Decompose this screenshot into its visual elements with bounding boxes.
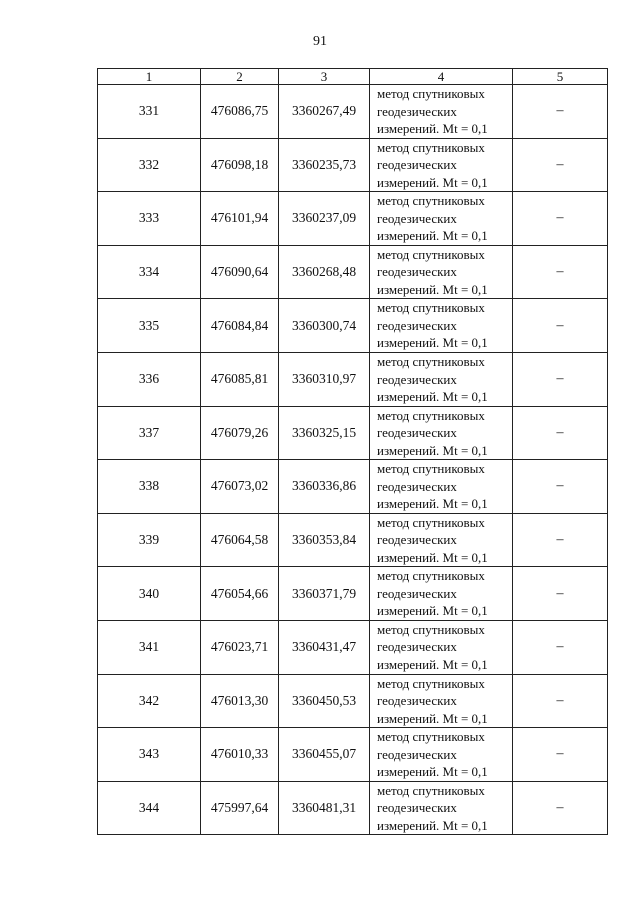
x-coordinate-cell: 476084,84 bbox=[201, 299, 279, 353]
y-coordinate-cell: 3360371,79 bbox=[279, 567, 370, 621]
method-cell bbox=[370, 138, 513, 192]
method-line: измерений. Mt = 0,1 bbox=[377, 442, 488, 458]
method-cell bbox=[370, 728, 513, 782]
method-line: геодезических bbox=[377, 371, 457, 387]
method-cell bbox=[370, 781, 513, 835]
method-line: измерений. Mt = 0,1 bbox=[377, 656, 488, 672]
method-line: измерений. Mt = 0,1 bbox=[377, 603, 488, 619]
method-line: измерений. Mt = 0,1 bbox=[377, 174, 488, 190]
method-cell bbox=[370, 567, 513, 621]
x-coordinate-cell: 476085,81 bbox=[201, 352, 279, 406]
method-line: измерений. Mt = 0,1 bbox=[377, 764, 488, 780]
method-line: геодезических bbox=[377, 585, 457, 601]
method-cell bbox=[370, 85, 513, 139]
point-number-cell: 337 bbox=[98, 406, 201, 460]
method-line: геодезических bbox=[377, 746, 457, 762]
coordinates-table bbox=[97, 68, 608, 835]
table-row bbox=[98, 138, 608, 192]
point-number-cell: 331 bbox=[98, 85, 201, 139]
point-number-cell: 336 bbox=[98, 352, 201, 406]
method-line: геодезических bbox=[377, 478, 457, 494]
method-line: метод спутниковых bbox=[377, 675, 485, 691]
column-header-5: 5 bbox=[513, 69, 608, 85]
point-number-cell: 339 bbox=[98, 513, 201, 567]
method-line: метод спутниковых bbox=[377, 300, 485, 316]
method-line: геодезических bbox=[377, 800, 457, 816]
y-coordinate-cell: 3360310,97 bbox=[279, 352, 370, 406]
table-row bbox=[98, 245, 608, 299]
table-row bbox=[98, 460, 608, 514]
note-cell: – bbox=[513, 728, 608, 782]
x-coordinate-cell: 476101,94 bbox=[201, 192, 279, 246]
method-line: метод спутниковых bbox=[377, 568, 485, 584]
note-cell: – bbox=[513, 781, 608, 835]
x-coordinate-cell: 475997,64 bbox=[201, 781, 279, 835]
method-line: геодезических bbox=[377, 210, 457, 226]
method-line: измерений. Mt = 0,1 bbox=[377, 389, 488, 405]
y-coordinate-cell: 3360455,07 bbox=[279, 728, 370, 782]
table-row bbox=[98, 674, 608, 728]
y-coordinate-cell: 3360431,47 bbox=[279, 620, 370, 674]
method-line: измерений. Mt = 0,1 bbox=[377, 496, 488, 512]
method-cell bbox=[370, 299, 513, 353]
method-cell bbox=[370, 245, 513, 299]
table-row bbox=[98, 728, 608, 782]
note-cell: – bbox=[513, 460, 608, 514]
point-number-cell: 344 bbox=[98, 781, 201, 835]
method-cell bbox=[370, 406, 513, 460]
x-coordinate-cell: 476098,18 bbox=[201, 138, 279, 192]
method-line: геодезических bbox=[377, 157, 457, 173]
method-line: метод спутниковых bbox=[377, 621, 485, 637]
method-line: измерений. Mt = 0,1 bbox=[377, 549, 488, 565]
point-number-cell: 342 bbox=[98, 674, 201, 728]
column-header-2: 2 bbox=[201, 69, 279, 85]
method-cell bbox=[370, 192, 513, 246]
method-line: геодезических bbox=[377, 693, 457, 709]
method-line: геодезических bbox=[377, 425, 457, 441]
method-line: метод спутниковых bbox=[377, 246, 485, 262]
note-cell: – bbox=[513, 299, 608, 353]
method-line: измерений. Mt = 0,1 bbox=[377, 817, 488, 833]
note-cell: – bbox=[513, 245, 608, 299]
y-coordinate-cell: 3360336,86 bbox=[279, 460, 370, 514]
y-coordinate-cell: 3360450,53 bbox=[279, 674, 370, 728]
note-cell: – bbox=[513, 352, 608, 406]
method-line: измерений. Mt = 0,1 bbox=[377, 281, 488, 297]
method-line: метод спутниковых bbox=[377, 461, 485, 477]
y-coordinate-cell: 3360237,09 bbox=[279, 192, 370, 246]
note-cell: – bbox=[513, 567, 608, 621]
y-coordinate-cell: 3360325,15 bbox=[279, 406, 370, 460]
method-line: метод спутниковых bbox=[377, 193, 485, 209]
point-number-cell: 338 bbox=[98, 460, 201, 514]
column-header-1: 1 bbox=[98, 69, 201, 85]
method-line: геодезических bbox=[377, 639, 457, 655]
method-cell bbox=[370, 513, 513, 567]
y-coordinate-cell: 3360481,31 bbox=[279, 781, 370, 835]
table-row bbox=[98, 781, 608, 835]
table-row bbox=[98, 567, 608, 621]
method-cell bbox=[370, 620, 513, 674]
note-cell: – bbox=[513, 620, 608, 674]
method-line: метод спутниковых bbox=[377, 86, 485, 102]
table-row bbox=[98, 352, 608, 406]
column-header-3: 3 bbox=[279, 69, 370, 85]
method-cell bbox=[370, 352, 513, 406]
point-number-cell: 335 bbox=[98, 299, 201, 353]
y-coordinate-cell: 3360235,73 bbox=[279, 138, 370, 192]
method-line: измерений. Mt = 0,1 bbox=[377, 710, 488, 726]
x-coordinate-cell: 476086,75 bbox=[201, 85, 279, 139]
point-number-cell: 341 bbox=[98, 620, 201, 674]
table-row bbox=[98, 513, 608, 567]
method-line: измерений. Mt = 0,1 bbox=[377, 335, 488, 351]
table-row bbox=[98, 85, 608, 139]
point-number-cell: 334 bbox=[98, 245, 201, 299]
method-line: геодезических bbox=[377, 532, 457, 548]
method-cell bbox=[370, 674, 513, 728]
x-coordinate-cell: 476079,26 bbox=[201, 406, 279, 460]
table-row bbox=[98, 192, 608, 246]
method-line: метод спутниковых bbox=[377, 354, 485, 370]
note-cell: – bbox=[513, 406, 608, 460]
method-line: измерений. Mt = 0,1 bbox=[377, 121, 488, 137]
method-line: метод спутниковых bbox=[377, 139, 485, 155]
point-number-cell: 340 bbox=[98, 567, 201, 621]
x-coordinate-cell: 476073,02 bbox=[201, 460, 279, 514]
x-coordinate-cell: 476054,66 bbox=[201, 567, 279, 621]
x-coordinate-cell: 476064,58 bbox=[201, 513, 279, 567]
x-coordinate-cell: 476013,30 bbox=[201, 674, 279, 728]
table-row bbox=[98, 406, 608, 460]
method-line: метод спутниковых bbox=[377, 729, 485, 745]
table-row bbox=[98, 299, 608, 353]
method-line: геодезических bbox=[377, 317, 457, 333]
y-coordinate-cell: 3360268,48 bbox=[279, 245, 370, 299]
page-number: 91 bbox=[313, 34, 327, 49]
point-number-cell: 332 bbox=[98, 138, 201, 192]
note-cell: – bbox=[513, 192, 608, 246]
table-body bbox=[98, 69, 608, 835]
method-cell bbox=[370, 460, 513, 514]
table-row bbox=[98, 620, 608, 674]
method-line: геодезических bbox=[377, 103, 457, 119]
x-coordinate-cell: 476090,64 bbox=[201, 245, 279, 299]
note-cell: – bbox=[513, 85, 608, 139]
point-number-cell: 343 bbox=[98, 728, 201, 782]
note-cell: – bbox=[513, 674, 608, 728]
note-cell: – bbox=[513, 138, 608, 192]
method-line: метод спутниковых bbox=[377, 782, 485, 798]
method-line: метод спутниковых bbox=[377, 407, 485, 423]
note-cell: – bbox=[513, 513, 608, 567]
point-number-cell: 333 bbox=[98, 192, 201, 246]
method-line: метод спутниковых bbox=[377, 514, 485, 530]
x-coordinate-cell: 476023,71 bbox=[201, 620, 279, 674]
table-header-row bbox=[98, 69, 608, 85]
x-coordinate-cell: 476010,33 bbox=[201, 728, 279, 782]
method-line: измерений. Mt = 0,1 bbox=[377, 228, 488, 244]
y-coordinate-cell: 3360353,84 bbox=[279, 513, 370, 567]
column-header-4: 4 bbox=[370, 69, 513, 85]
y-coordinate-cell: 3360267,49 bbox=[279, 85, 370, 139]
y-coordinate-cell: 3360300,74 bbox=[279, 299, 370, 353]
method-line: геодезических bbox=[377, 264, 457, 280]
